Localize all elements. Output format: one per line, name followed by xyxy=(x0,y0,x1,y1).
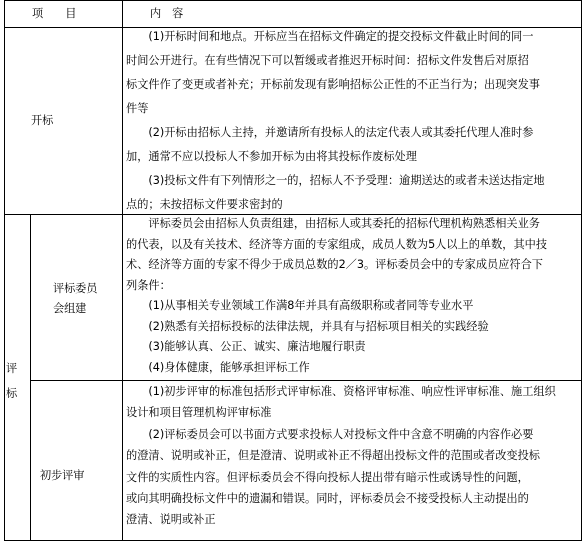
col-divider-sub xyxy=(30,214,31,541)
kaibiao-line: 点的；未按招标文件要求密封的 xyxy=(126,198,283,211)
table-border-right xyxy=(581,0,582,541)
group-label-pingbiao-char-2: 标 xyxy=(6,387,18,400)
header-content: 内 容 xyxy=(150,7,184,20)
col-divider-main-bottom xyxy=(122,214,123,541)
zujian-line: 术、经济等方面的专家不得少于成员总数的2／3。评标委员会中的专家成员应符合下 xyxy=(126,258,543,271)
group-label-pingbiao-char-1: 评 xyxy=(6,362,18,375)
kaibiao-line: (2)开标由招标人主持，并邀请所有投标人的法定代表人或其委托代理人准时参 xyxy=(126,126,534,139)
zujian-content xyxy=(126,214,547,378)
zujian-line: 的代表，以及有关技术、经济等方面的专家组成，成员人数为5人以上的单数，其中技 xyxy=(126,237,548,251)
chubu-line: (1)初步评审的标准包括形式评审标准、资格评审标准、响应性评审标准、施工组织 xyxy=(126,385,556,398)
zujian-line: (1)从事相关专业领域工作满8年并具有高级职称或者同等专业水平 xyxy=(126,299,474,312)
table-border-bottom xyxy=(4,540,582,541)
kaibiao-line: 时间公开进行。在有些情况下可以暂缓或者推迟开标时间：招标文件发售后对原招 xyxy=(126,54,529,67)
zujian-line: (4)身体健康，能够承担评标工作 xyxy=(126,360,310,374)
zujian-line: (3)能够认真、公正、诚实、廉洁地履行职责 xyxy=(126,340,366,353)
zujian-line: (2)熟悉有关招标投标的法律法规，并具有与招标项目相关的实践经验 xyxy=(126,319,489,333)
kaibiao-line: 件等 xyxy=(126,102,149,115)
kaibiao-content xyxy=(126,25,545,217)
zujian-line: 列条件： xyxy=(126,278,171,292)
kaibiao-line: 标文件作了变更或者补充；开标前发现有影响招标公正性的不正当行为；出现突发事 xyxy=(126,78,540,91)
row-label-chubu: 初步评审 xyxy=(40,469,85,482)
chubu-line: 设计和项目管理机构评审标准 xyxy=(126,406,272,420)
col-divider-main-top xyxy=(122,0,123,214)
chubu-line: (2)评标委员会可以书面方式要求投标人对投标文件中含意不明确的内容作必要 xyxy=(126,427,534,441)
chubu-line: 或向其明确投标文件中的遗漏和错误。同时，评标委员会不接受投标人主动提出的 xyxy=(126,492,529,506)
header-item: 项 目 xyxy=(32,7,77,20)
chubu-line: 文件的实质性内容。但评标委员会不得向投标人提出带有暗示性或诱导性的问题， xyxy=(126,470,529,484)
chubu-line: 澄清、说明或补正 xyxy=(126,513,216,527)
kaibiao-line: (1)开标时间和地点。开标应当在招标文件确定的提交投标文件截止时间的同一 xyxy=(126,30,534,43)
row-label-zujian-line2: 会组建 xyxy=(53,302,87,315)
kaibiao-line: (3)投标文件有下列情形之一的，招标人不予受理：逾期送达的或者未送达指定地 xyxy=(126,174,545,187)
table-border-top xyxy=(4,0,582,1)
kaibiao-line: 加，通常不应以投标人不参加开标为由将其投标作废标处理 xyxy=(126,150,417,163)
zujian-line: 评标委员会由招标人负责组建，由招标人或其委托的招标代理机构熟悉相关业务 xyxy=(126,217,540,230)
chubu-content xyxy=(126,381,556,531)
row-label-kaibiao: 开标 xyxy=(31,114,54,127)
chubu-line: 的澄清、说明或补正，但是澄清、说明或补正不得超出投标文件的范围或者改变投标 xyxy=(126,449,540,463)
row-label-zujian-line1: 评标委员 xyxy=(53,282,98,295)
table-border-left xyxy=(4,0,5,541)
